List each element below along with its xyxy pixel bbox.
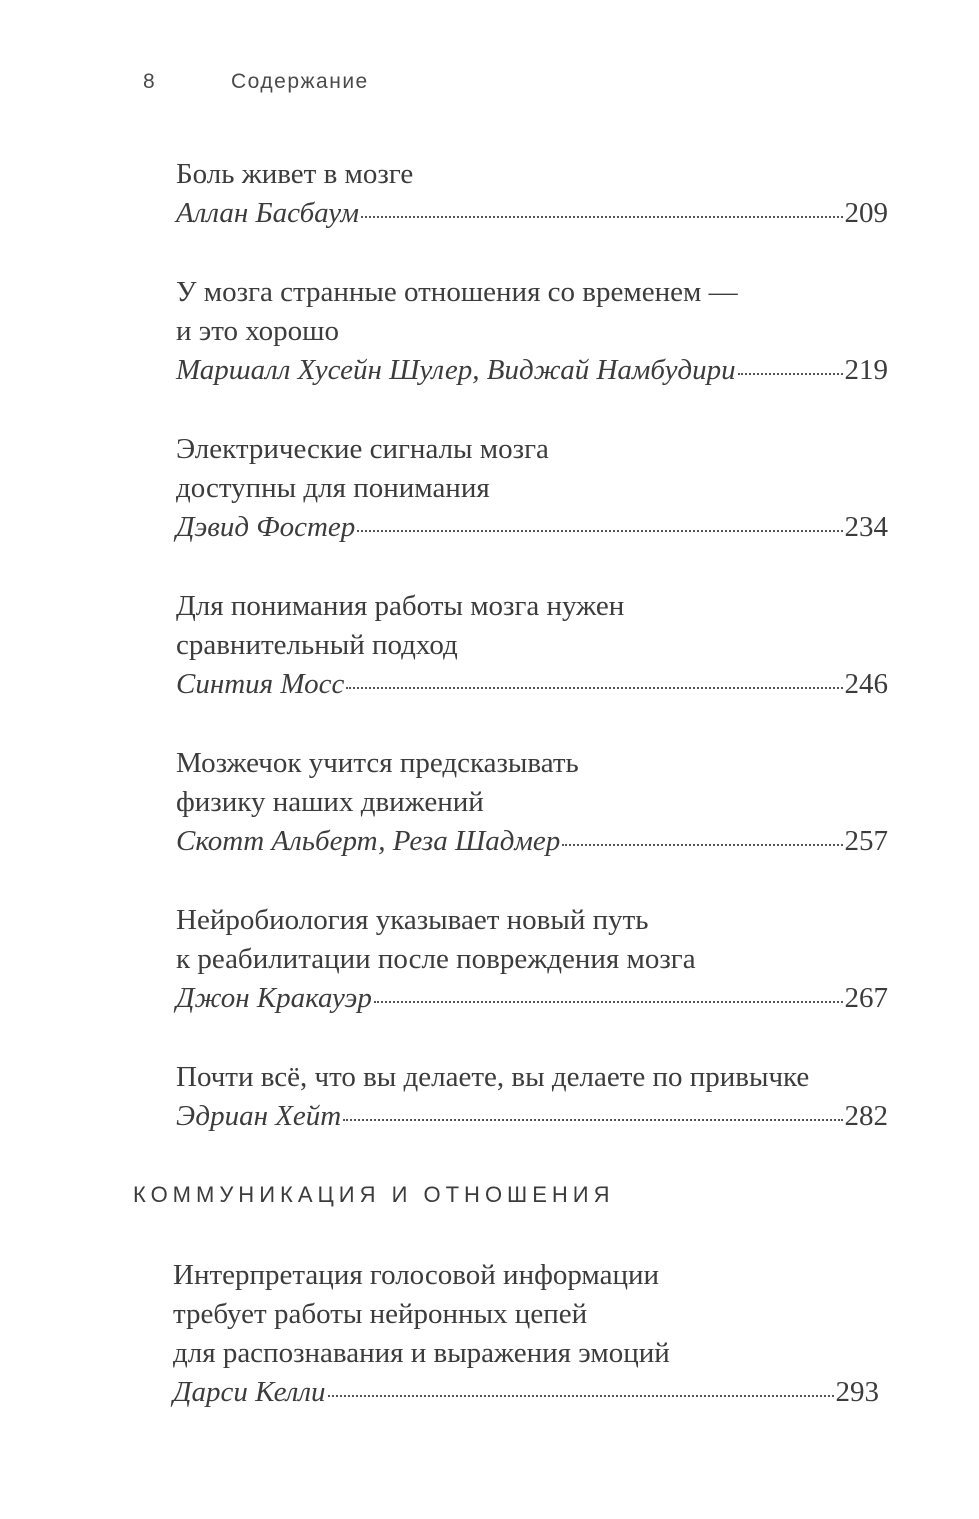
entry-page: 246 (844, 668, 888, 700)
entry-title: для распознавания и выражения эмоций (173, 1337, 670, 1369)
entry-title: к реабилитации после повреждения мозга (176, 943, 696, 975)
entry-title: Интерпретация голосовой информации (173, 1259, 660, 1291)
entry-title: У мозга странные отношения со временем — (176, 276, 738, 308)
toc-entry[interactable] (176, 744, 888, 861)
entry-title: Нейробиология указывает новый путь (176, 904, 649, 936)
entry-author: Маршалл Хусейн Шулер, Виджай Намбудири (176, 354, 736, 386)
entry-page: 219 (844, 354, 888, 386)
toc-entry[interactable] (176, 430, 888, 547)
entry-page: 293 (835, 1376, 879, 1408)
toc-entry[interactable] (176, 587, 888, 704)
toc-entry[interactable] (176, 901, 888, 1018)
entry-title: требует работы нейронных цепей (173, 1298, 588, 1330)
dot-leader (374, 1000, 843, 1003)
entry-author: Аллан Басбаум (176, 197, 359, 229)
entry-title: сравнительный подход (176, 629, 458, 661)
dot-leader (343, 1118, 842, 1121)
entry-author: Джон Кракауэр (176, 982, 372, 1014)
dot-leader (738, 372, 843, 375)
entry-title: Электрические сигналы мозга (176, 433, 549, 465)
page-number: 8 (143, 70, 157, 93)
entry-page: 234 (844, 511, 888, 543)
entry-page: 282 (844, 1100, 888, 1132)
entry-title: доступны для понимания (176, 472, 490, 504)
dot-leader (346, 686, 842, 689)
entry-author: Эдриан Хейт (176, 1100, 342, 1132)
entry-page: 267 (844, 982, 888, 1014)
entry-author: Синтия Мосс (176, 668, 345, 700)
entry-title: физику наших движений (176, 786, 484, 818)
toc-entry[interactable] (176, 155, 888, 233)
entry-author: Скотт Альберт, Реза Шадмер (176, 825, 561, 857)
running-head (143, 70, 369, 94)
running-title: Содержание (231, 70, 369, 93)
dot-leader (357, 529, 842, 532)
entry-author: Дарси Келли (173, 1376, 326, 1408)
toc-entry[interactable] (176, 273, 888, 390)
entry-title: Почти всё, что вы делаете, вы делаете по привычке (176, 1061, 810, 1093)
toc-entry[interactable] (173, 1256, 879, 1412)
section-heading: КОММУНИКАЦИЯ И ОТНОШЕНИЯ (133, 1182, 615, 1207)
dot-leader (562, 843, 842, 846)
toc-list (176, 155, 888, 1176)
entry-title: Мозжечок учится предсказывать (176, 747, 579, 779)
entry-title: Боль живет в мозге (176, 158, 414, 190)
entry-page: 209 (844, 197, 888, 229)
entry-title: и это хорошо (176, 315, 339, 347)
dot-leader (361, 215, 843, 218)
entry-page: 257 (844, 825, 888, 857)
dot-leader (328, 1394, 834, 1397)
toc-entry[interactable] (176, 1058, 888, 1136)
toc-section-list (173, 1256, 879, 1452)
entry-title: Для понимания работы мозга нужен (176, 590, 625, 622)
entry-author: Дэвид Фостер (176, 511, 356, 543)
